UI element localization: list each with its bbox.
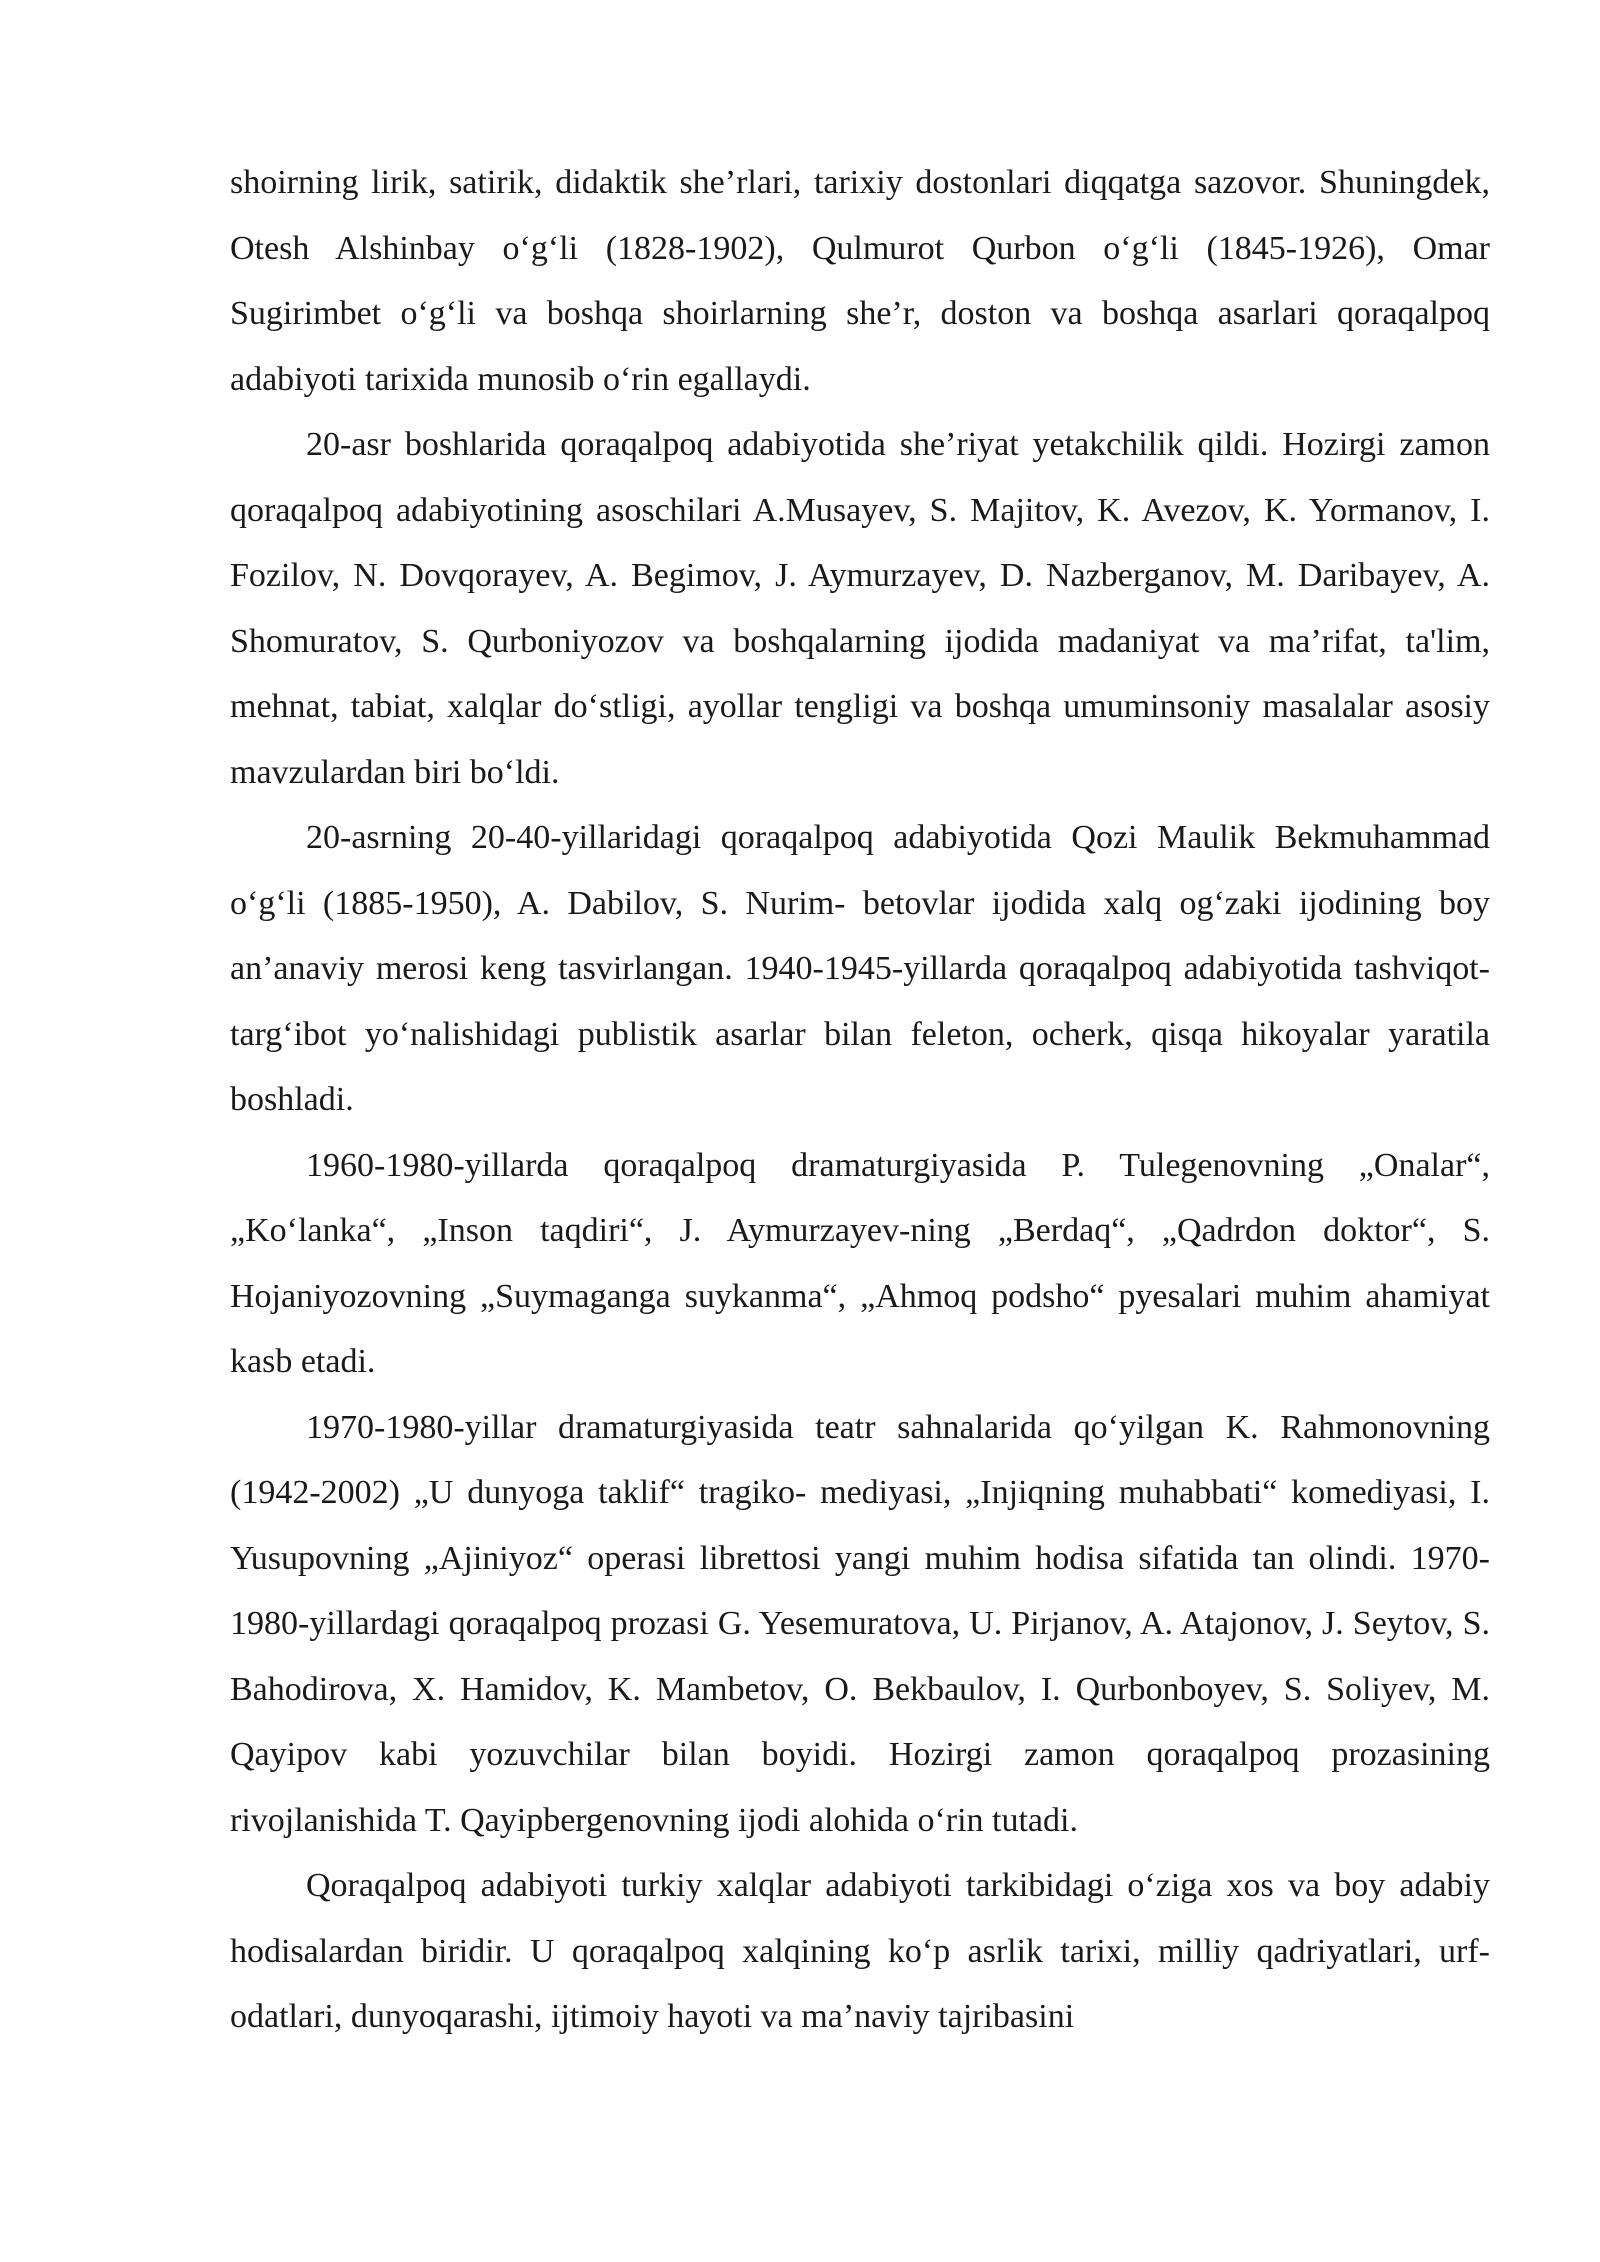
paragraph-continuation: shoirning lirik, satirik, didaktik she’rlari, tarixiy dostonlari diqqatga sazovor. Shuningdek, Otesh Alshinbay o‘g‘li (1828-1902), Qulmurot Qurbon o‘g‘li (1845-1926), Omar Sugirimbet o‘g‘li va boshqa shoirlarning she’r, doston va boshqa asarlari qoraqalpoq adabiyoti tarixida munosib o‘rin egallaydi. [230,164,1490,398]
paragraph: 1960-1980-yillarda qoraqalpoq dramaturgiyasida P. Tulegenovning „Onalar“, „Ko‘lanka“, „Inson taqdiri“, J. Aymurzayev-ning „Berdaq“, „Qadrdon doktor“, S. Hojaniyozovning „Suymaganga suykanma“, „Ahmoq podsho“ pyesalari muhim ahamiyat kasb etadi. [230,1146,1490,1380]
paragraph: 20-asrning 20-40-yillaridagi qoraqalpoq adabiyotida Qozi Maulik Bekmuhammad o‘g‘li (1885-1950), A. Dabilov, S. Nurim- betovlar ijodida xalq og‘zaki ijodining boy an’anaviy merosi keng tasvirlangan. 1940-1945-yillarda qoraqalpoq adabiyotida tashviqot-targ‘ibot yo‘nalishidagi publistik asarlar bilan feleton, ocherk, qisqa hikoyalar yaratila boshladi. [230,819,1490,1118]
document-body [230,150,1490,2050]
paragraph: 1970-1980-yillar dramaturgiyasida teatr sahnalarida qo‘yilgan K. Rahmonovning (1942-2002) „U dunyoga taklif“ tragiko- mediyasi, „Injiqning muhabbati“ komediyasi, I. Yusupovning „Ajiniyoz“ operasi librettosi yangi muhim hodisa sifatida tan olindi. 1970-1980-yillardagi qoraqalpoq prozasi G. Yesemuratova, U. Pirjanov, A. Atajonov, J. Seytov, S. Bahodirova, X. Hamidov, K. Mambetov, O. Bekbaulov, I. Qurbonboyev, S. Soliyev, M. Qayipov kabi yozuvchilar bilan boyidi. Hozirgi zamon qoraqalpoq prozasining rivojlanishida T. Qayipbergenovning ijodi alohida o‘rin tutadi. [230,1408,1490,1839]
paragraph: 20-asr boshlarida qoraqalpoq adabiyotida she’riyat yetakchilik qildi. Hozirgi zamon qoraqalpoq adabiyotining asoschilari A.Musayev, S. Majitov, K. Avezov, K. Yormanov, I. Fozilov, N. Dovqorayev, A. Begimov, J. Aymurzayev, D. Nazberganov, M. Daribayev, A. Shomuratov, S. Qurboniyozov va boshqalarning ijodida madaniyat va ma’rifat, ta'lim, mehnat, tabiat, xalqlar do‘stligi, ayollar tengligi va boshqa umuminsoniy masalalar asosiy mavzulardan biri bo‘ldi. [230,426,1490,791]
paragraph: Qoraqalpoq adabiyoti turkiy xalqlar adabiyoti tarkibidagi o‘ziga xos va boy adabiy hodisalardan biridir. U qoraqalpoq xalqining ko‘p asrlik tarixi, milliy qadriyatlari, urf-odatlari, dunyoqarashi, ijtimoiy hayoti va ma’naviy tajribasini [230,1867,1490,2035]
